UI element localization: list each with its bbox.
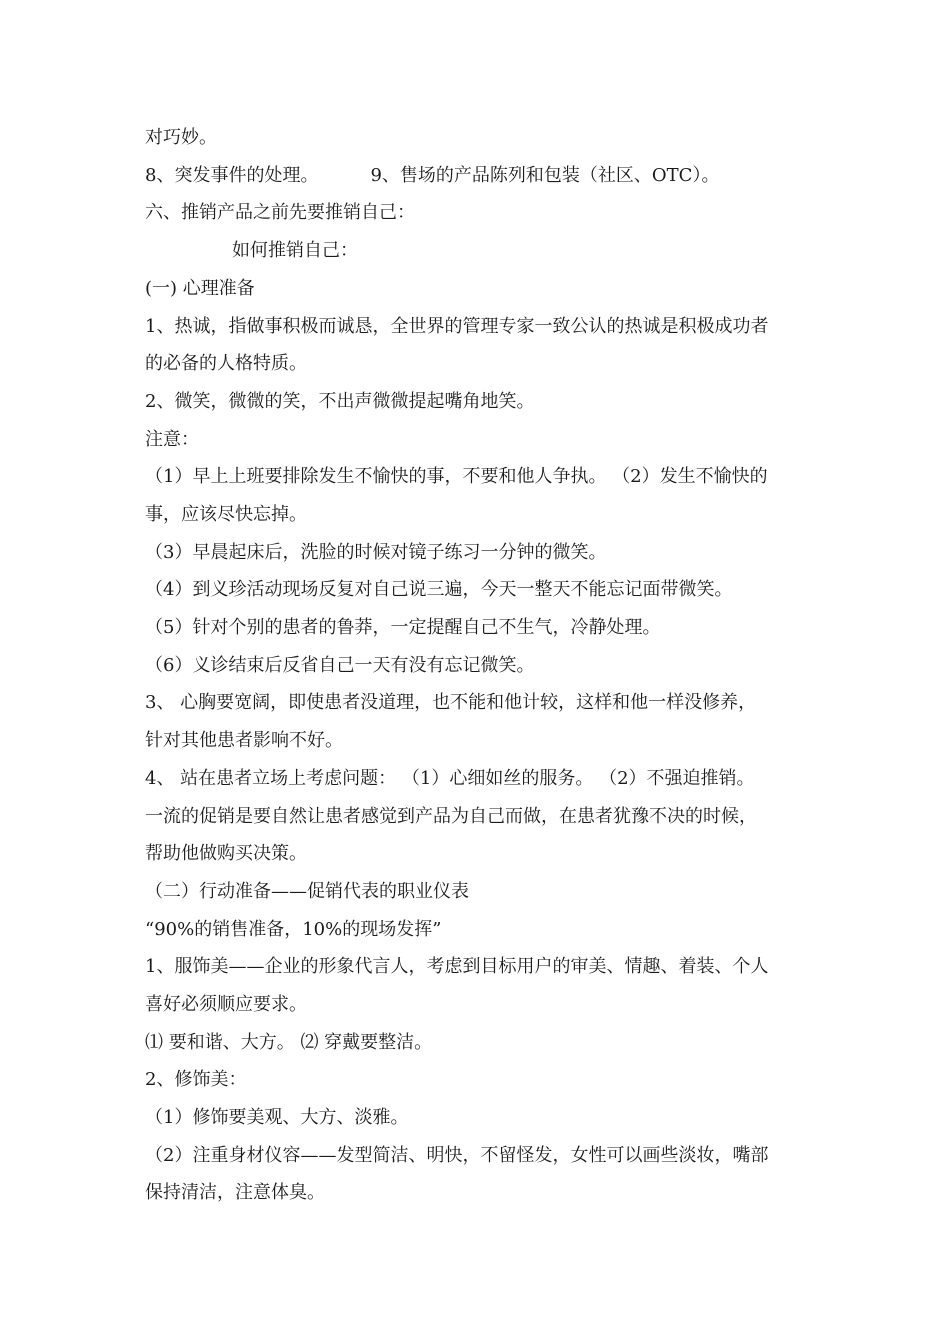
- text-line: 喜好必须顺应要求。: [145, 994, 307, 1015]
- text-line: 3、 心胸要宽阔，即使患者没道理，也不能和他计较，这样和他一样没修养，: [145, 692, 757, 713]
- text-line: （5）针对个别的患者的鲁莽，一定提醒自己不生气，冷静处理。: [145, 617, 661, 638]
- text-line: 2、微笑，微微的笑，不出声微微提起嘴角地笑。: [145, 391, 535, 412]
- section-heading: 六、推销产品之前先要推销自己：: [145, 202, 415, 223]
- text-line: 针对其他患者影响不好。: [145, 730, 343, 751]
- text-line: 2、修饰美：: [145, 1069, 247, 1090]
- list-item-8: 8、突发事件的处理。: [145, 165, 319, 186]
- text-line: 帮助他做购买决策。: [145, 843, 307, 864]
- text-line: [145, 164, 719, 188]
- text-line: 4、 站在患者立场上考虑问题： （1）心细如丝的服务。 （2）不强迫推销。: [145, 768, 755, 789]
- text-line: （1）修饰要美观、大方、淡雅。: [145, 1107, 409, 1128]
- text-line: 对巧妙。: [145, 127, 217, 148]
- text-line: 1、服饰美——企业的形象代言人，考虑到目标用户的审美、情趣、着装、个人: [145, 956, 769, 977]
- text-line: 注意：: [145, 429, 199, 450]
- text-line: 保持清洁，注意体臭。: [145, 1182, 325, 1203]
- subheading: 如何推销自己：: [232, 240, 358, 261]
- text-line: （3）早晨起床后，洗脸的时候对镜子练习一分钟的微笑。: [145, 542, 607, 563]
- list-item-9: 9、售场的产品陈列和包装（社区、OTC）。: [370, 165, 720, 186]
- text-line: 的必备的人格特质。: [145, 353, 307, 374]
- subsection-heading: (一) 心理准备: [145, 278, 255, 299]
- subsection-heading: （二）行动准备——促销代表的职业仪表: [145, 881, 469, 902]
- text-line: （2）注重身材仪容——发型简洁、明快，不留怪发，女性可以画些淡妆，嘴部: [145, 1145, 769, 1166]
- text-line: 1、热诚，指做事积极而诚恳，全世界的管理专家一致公认的热诚是积极成功者: [145, 316, 769, 337]
- text-line: ⑴ 要和谐、大方。 ⑵ 穿戴要整洁。: [145, 1032, 433, 1053]
- text-line: （6）义诊结束后反省自己一天有没有忘记微笑。: [145, 655, 535, 676]
- text-line: 事，应该尽快忘掉。: [145, 504, 307, 525]
- text-line: （1）早上上班要排除发生不愉快的事，不要和他人争执。 （2）发生不愉快的: [145, 466, 768, 487]
- text-line: 一流的促销是要自然让患者感觉到产品为自己而做，在患者犹豫不决的时候，: [145, 806, 757, 827]
- text-line: （4）到义珍活动现场反复对自己说三遍，今天一整天不能忘记面带微笑。: [145, 579, 733, 600]
- quote-line: “90%的销售准备，10%的现场发挥”: [145, 919, 442, 940]
